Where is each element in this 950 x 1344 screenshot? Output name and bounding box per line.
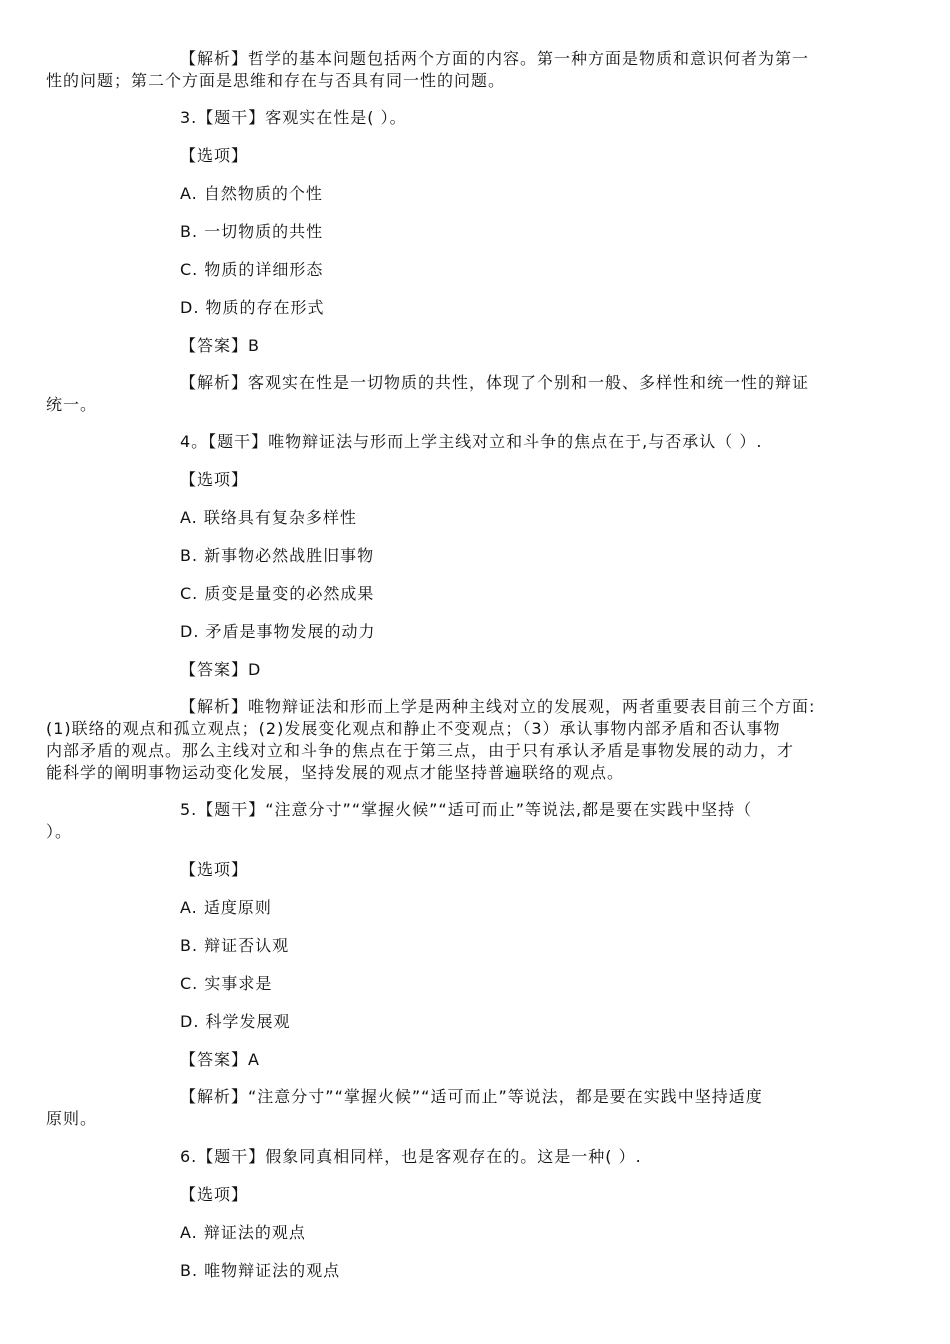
question-5-option-d: D. 科学发展观 bbox=[180, 1012, 291, 1031]
analysis-q2-line1: 【解析】哲学的基本问题包括两个方面的内容。第一种方面是物质和意识何者为第一 bbox=[180, 49, 810, 68]
question-5-stem-line1: 5.【题干】“注意分寸”“掌握火候”“适可而止”等说法,都是要在实践中坚持（ bbox=[180, 800, 753, 819]
question-3-option-b: B. 一切物质的共性 bbox=[180, 222, 324, 241]
question-4-analysis-line3: 内部矛盾的观点。那么主线对立和斗争的焦点在于第三点，由于只有承认矛盾是事物发展的动力，才 bbox=[46, 741, 795, 760]
question-4-analysis-line4: 能科学的阐明事物运动变化发展，坚持发展的观点才能坚持普遍联络的观点。 bbox=[46, 763, 625, 782]
question-4-options-label: 【选项】 bbox=[180, 470, 249, 489]
question-4-option-b: B. 新事物必然战胜旧事物 bbox=[180, 546, 375, 565]
question-4-answer: 【答案】D bbox=[180, 660, 262, 679]
question-3-stem: 3.【题干】客观实在性是( ）。 bbox=[180, 108, 407, 127]
question-5-option-a: A. 适度原则 bbox=[180, 898, 272, 917]
question-4-analysis-line1: 【解析】唯物辩证法和形而上学是两种主线对立的发展观，两者重要表目前三个方面: bbox=[180, 697, 816, 716]
question-6-option-a: A. 辩证法的观点 bbox=[180, 1223, 306, 1242]
question-5-option-b: B. 辩证否认观 bbox=[180, 936, 290, 955]
question-5-answer: 【答案】A bbox=[180, 1050, 260, 1069]
question-6-option-b: B. 唯物辩证法的观点 bbox=[180, 1261, 341, 1280]
question-4-option-a: A. 联络具有复杂多样性 bbox=[180, 508, 357, 527]
question-3-option-a: A. 自然物质的个性 bbox=[180, 184, 323, 203]
question-4-stem: 4。【题干】唯物辩证法与形而上学主线对立和斗争的焦点在于,与否承认（ ）. bbox=[180, 432, 763, 451]
analysis-q2-line2: 性的问题；第二个方面是思维和存在与否具有同一性的问题。 bbox=[46, 71, 506, 90]
question-4-option-d: D. 矛盾是事物发展的动力 bbox=[180, 622, 376, 641]
question-5-analysis-line2: 原则。 bbox=[46, 1109, 98, 1128]
question-5-analysis-line1: 【解析】“注意分寸”“掌握火候”“适可而止”等说法，都是要在实践中坚持适度 bbox=[180, 1087, 763, 1106]
question-5-option-c: C. 实事求是 bbox=[180, 974, 273, 993]
question-3-options-label: 【选项】 bbox=[180, 146, 249, 165]
question-6-stem: 6.【题干】假象同真相同样，也是客观存在的。这是一种( ）. bbox=[180, 1147, 642, 1166]
question-3-analysis-line2: 统一。 bbox=[46, 395, 98, 414]
question-5-stem-line2: ）。 bbox=[46, 822, 73, 841]
question-3-analysis-line1: 【解析】客观实在性是一切物质的共性，体现了个别和一般、多样性和统一性的辩证 bbox=[180, 373, 810, 392]
question-3-answer: 【答案】B bbox=[180, 336, 260, 355]
question-6-options-label: 【选项】 bbox=[180, 1185, 249, 1204]
question-5-options-label: 【选项】 bbox=[180, 860, 249, 879]
question-3-option-d: D. 物质的存在形式 bbox=[180, 298, 325, 317]
question-4-analysis-line2: (1)联络的观点和孤立观点；(2)发展变化观点和静止不变观点；（3）承认事物内部矛盾和否认事物 bbox=[46, 719, 781, 738]
question-3-option-c: C. 物质的详细形态 bbox=[180, 260, 324, 279]
question-4-option-c: C. 质变是量变的必然成果 bbox=[180, 584, 375, 603]
